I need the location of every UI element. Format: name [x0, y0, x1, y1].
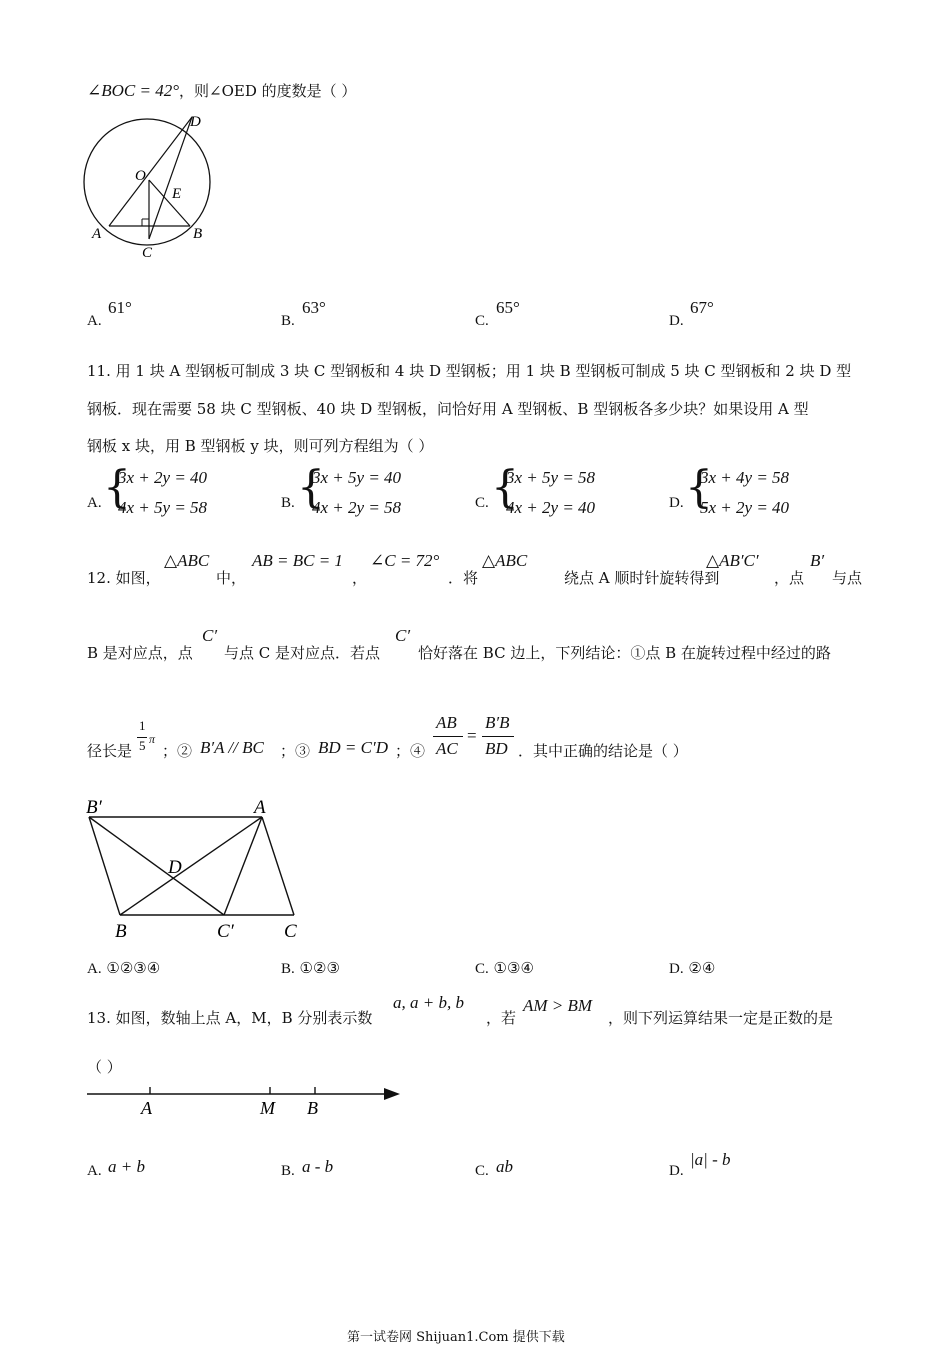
q13-option-a-value: a + b: [108, 1157, 145, 1176]
q12-frac-den: 5: [139, 738, 146, 753]
q13-option-b-value: a - b: [302, 1157, 334, 1176]
q11-text-line2: 钢板．现在需要 58 块 C 型钢板、40 块 D 型钢板，问恰好用 A 型钢板、B 型钢板各多少块？如果设用 A 型: [87, 400, 809, 418]
q12-math-abc: △ABC: [164, 551, 210, 570]
q10-option-c[interactable]: C.: [475, 313, 489, 329]
q11-option-a-eq2: 4x + 5y = 58: [118, 498, 208, 517]
q11-option-c[interactable]: C.: [475, 495, 489, 511]
q13-text-start: 13. 如图，数轴上点 A，M，B 分别表示数: [87, 1009, 373, 1027]
q12-text-jiang: ．将: [448, 569, 479, 587]
q12-label-c-prime: C′: [217, 921, 234, 942]
q10-circle-figure: [82, 108, 222, 263]
arrow-right-icon: [384, 1088, 400, 1100]
q11-option-c-brace: {: [491, 462, 519, 513]
q13-math-numbers: a, a + b, b: [393, 993, 464, 1012]
q12-text-start: 12. 如图，: [87, 569, 161, 587]
q12-label-a: A: [254, 797, 266, 818]
q10-label-c: C: [142, 245, 153, 261]
q11-option-c-eq2: 4x + 2y = 40: [506, 498, 596, 517]
q13-option-d[interactable]: D.: [669, 1163, 684, 1179]
q11-option-a-brace: {: [103, 462, 131, 513]
q12-math-c-prime: C′: [202, 626, 218, 645]
q12-math-ab-bc: AB = BC = 1: [252, 551, 343, 570]
q12-line3-a: 径长是: [87, 742, 133, 760]
q12-math-b-prime: B′: [810, 551, 825, 570]
q13-label-m: M: [260, 1098, 275, 1118]
page-footer: 第一试卷网 Shijuan1.Com 提供下载: [347, 1330, 565, 1345]
q12-frac1-num: AB: [436, 713, 457, 732]
q11-text-line3: 钢板 x 块，用 B 型钢板 y 块，则可列方程组为（ ）: [87, 437, 434, 455]
q12-math-abc-2: △ABC: [482, 551, 528, 570]
q10-angle-boc: ∠BOC = 42°: [87, 81, 180, 100]
q10-label-o: O: [135, 168, 146, 184]
q13-label-b: B: [307, 1098, 318, 1118]
q10-option-a-value: 61°: [108, 298, 132, 317]
q13-option-c[interactable]: C.: [475, 1163, 489, 1179]
q12-math-angle-c: ∠C = 72°: [370, 551, 440, 570]
q12-text-rotate: 绕点 A 顺时针旋转得到: [564, 569, 720, 587]
q12-label-b: B: [115, 921, 127, 942]
q11-option-d-eq1: 3x + 4y = 58: [700, 468, 790, 487]
q12-math-bd: BD = C′D: [318, 738, 388, 757]
q12-frac2-den: BD: [485, 739, 508, 758]
q12-line3-c: ；③: [280, 742, 311, 760]
q11-option-d-eq2: 5x + 2y = 40: [700, 498, 790, 517]
q12-frac-eq: =: [467, 726, 477, 745]
q12-frac-num: 1: [139, 718, 146, 733]
q13-option-b[interactable]: B.: [281, 1163, 295, 1179]
q12-label-d: D: [168, 857, 182, 878]
q12-line2-c: 恰好落在 BC 边上，下列结论：①点 B 在旋转过程中经过的路: [418, 644, 831, 662]
q10-label-b: B: [193, 226, 203, 242]
q12-math-c-prime-2: C′: [395, 626, 411, 645]
q13-answer-paren: （ ）: [87, 1058, 122, 1076]
q13-option-c-value: ab: [496, 1157, 513, 1176]
q10-question: ，则∠OED 的度数是（ ）: [179, 82, 357, 100]
q11-option-b[interactable]: B.: [281, 495, 295, 511]
q10-label-d: D: [190, 114, 201, 130]
q10-option-b-value: 63°: [302, 298, 326, 317]
q12-line3-d: ；④: [395, 742, 426, 760]
q12-pi: π: [149, 732, 156, 746]
q12-frac1-den: AC: [436, 739, 458, 758]
q13-label-a: A: [141, 1098, 152, 1118]
q12-text-zhong: 中，: [216, 569, 247, 587]
q12-frac1-bar: [433, 736, 463, 737]
q13-text-end: ，则下列运算结果一定是正数的是: [608, 1009, 834, 1027]
q10-option-d[interactable]: D.: [669, 313, 684, 329]
q10-label-a: A: [92, 226, 102, 242]
q12-line2-a: B 是对应点，点: [87, 644, 193, 662]
q12-frac2-bar: [482, 736, 514, 737]
q11-option-c-eq1: 3x + 5y = 58: [506, 468, 596, 487]
q10-label-e: E: [172, 186, 182, 202]
q12-math-abc-prime: △AB′C′: [706, 551, 759, 570]
q12-option-a[interactable]: A. ①②③④: [87, 959, 161, 977]
q12-text-yudian: 与点: [832, 569, 863, 587]
q12-label-b-prime: B′: [86, 797, 102, 818]
q12-option-b[interactable]: B. ①②③: [281, 959, 340, 977]
q11-option-d-brace: {: [685, 462, 713, 513]
q10-option-b[interactable]: B.: [281, 313, 295, 329]
q10-condition: [87, 80, 356, 101]
q10-option-a[interactable]: A.: [87, 313, 102, 329]
q12-figure: [82, 793, 312, 943]
q11-option-b-eq1: 3x + 5y = 40: [312, 468, 402, 487]
q12-option-c[interactable]: C. ①③④: [475, 959, 534, 977]
q12-frac2-num: B′B: [485, 713, 510, 732]
q11-option-a-eq1: 3x + 2y = 40: [118, 468, 208, 487]
q12-line2-b: 与点 C 是对应点．若点: [224, 644, 381, 662]
q12-text-dian: ，点: [774, 569, 805, 587]
q11-option-d[interactable]: D.: [669, 495, 684, 511]
q10-option-c-value: 65°: [496, 298, 520, 317]
q12-text-comma: ，: [352, 569, 368, 587]
q12-label-c: C: [284, 921, 297, 942]
q13-option-a[interactable]: A.: [87, 1163, 102, 1179]
q11-option-b-brace: {: [297, 462, 325, 513]
q10-option-d-value: 67°: [690, 298, 714, 317]
q12-line3-b: ；②: [162, 742, 193, 760]
q11-option-a[interactable]: A.: [87, 495, 102, 511]
q12-math-parallel: B′A // BC: [200, 738, 264, 757]
q12-option-d[interactable]: D. ②④: [669, 959, 716, 977]
q13-option-d-value: |a| - b: [690, 1150, 731, 1169]
q12-line3-e: ．其中正确的结论是（ ）: [518, 742, 688, 760]
q13-text-ruo: ，若: [486, 1009, 517, 1027]
q13-number-line: [82, 1082, 406, 1122]
q11-text-line1: 11. 用 1 块 A 型钢板可制成 3 块 C 型钢板和 4 块 D 型钢板；用 1 块 B 型钢板可制成 5 块 C 型钢板和 2 块 D 型: [87, 362, 852, 380]
q13-math-condition: AM > BM: [523, 996, 593, 1015]
q11-option-b-eq2: 4x + 2y = 58: [312, 498, 402, 517]
